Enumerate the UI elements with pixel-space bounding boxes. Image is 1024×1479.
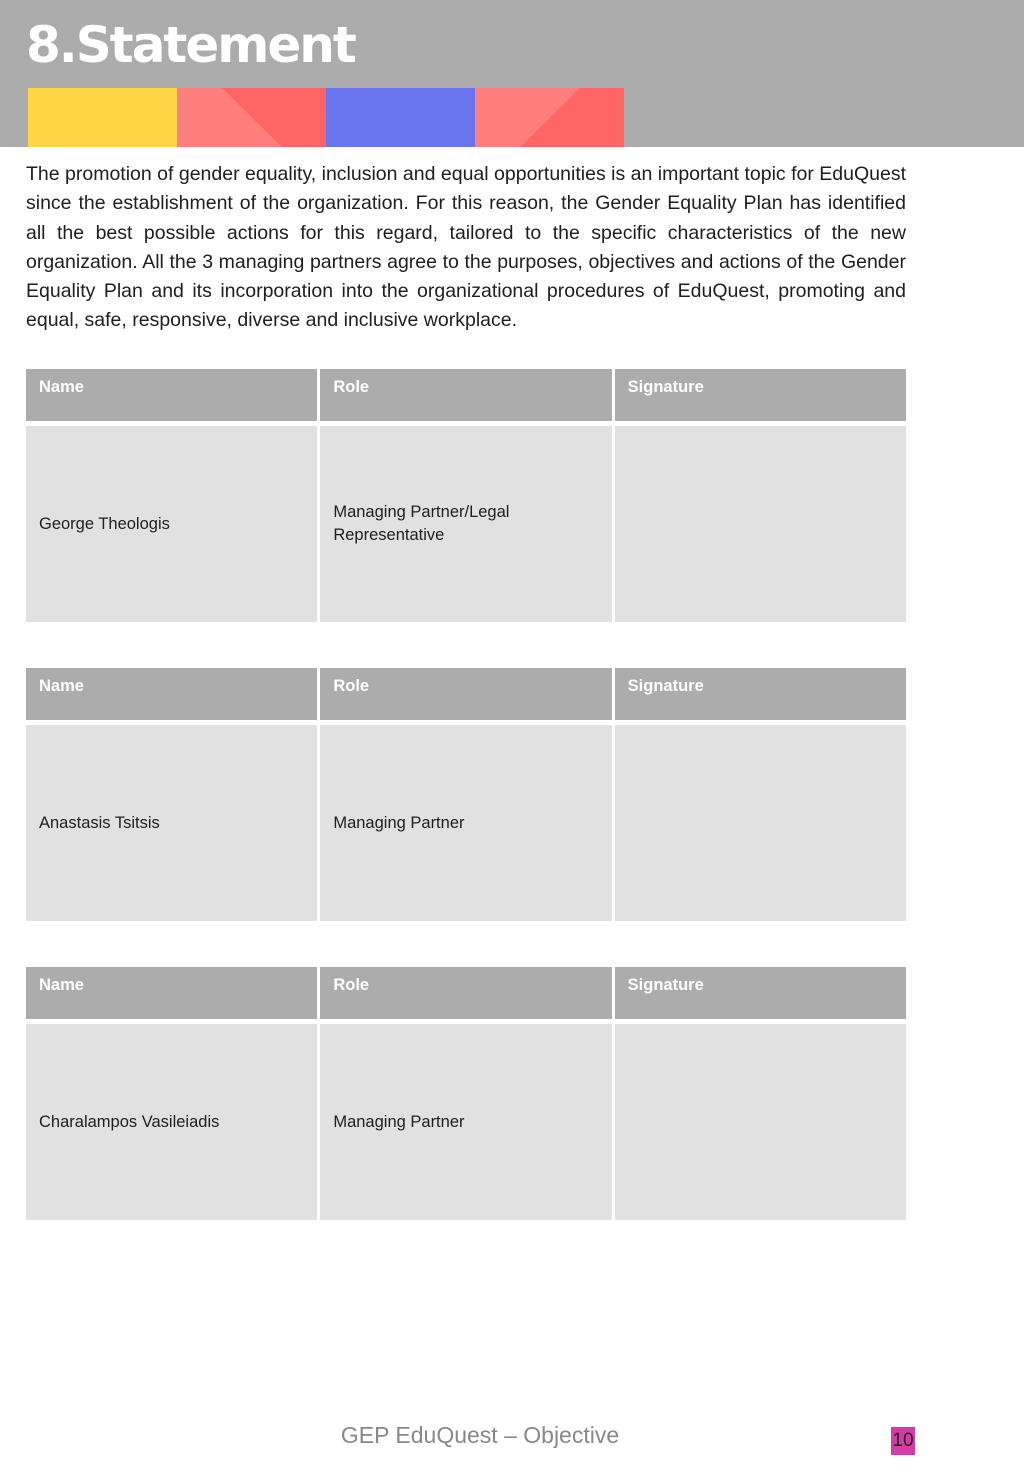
- intro-paragraph: The promotion of gender equality, inclusion and equal opportunities is an important topic for EduQuest since the establishment of the organization. For this reason, the Gender Equality Plan has identified all the best possible actions for this regard, tailored to the specific characteristics of the new organization. All the 3 managing partners agree to the purposes, objectives and actions of the Gender Equality Plan and its incorporation into the organizational procedures of EduQuest, promoting and equal, safe, responsive, diverse and inclusive workplace.: [26, 163, 906, 332]
- signature-table-row: [26, 426, 906, 622]
- partner-role: Managing Partner: [320, 725, 611, 921]
- signature-table: [26, 967, 906, 1220]
- color-block-yellow: [28, 88, 177, 147]
- header-name: Name: [26, 967, 317, 1019]
- signature-field: [615, 1024, 906, 1220]
- color-block-coral-right: [475, 88, 624, 147]
- footer-text: GEP EduQuest – Objective: [340, 1422, 620, 1448]
- signature-table-row: [26, 725, 906, 921]
- partner-name: Anastasis Tsitsis: [26, 725, 317, 921]
- signature-field: [615, 426, 906, 622]
- partner-role: Managing Partner: [320, 1024, 611, 1220]
- signature-table-row: [26, 1024, 906, 1220]
- partner-name: George Theologis: [26, 426, 317, 622]
- signature-table-header: [26, 967, 906, 1019]
- partner-role: Managing Partner/Legal Representative: [320, 426, 611, 622]
- header-signature: Signature: [615, 967, 906, 1019]
- color-block-blue: [326, 88, 475, 147]
- page-number: 10: [891, 1427, 915, 1455]
- signature-table-header: [26, 369, 906, 421]
- signature-table: [26, 668, 906, 921]
- header-name: Name: [26, 369, 317, 421]
- header-signature: Signature: [615, 668, 906, 720]
- signature-table-header: [26, 668, 906, 720]
- header-name: Name: [26, 668, 317, 720]
- color-strip: [28, 88, 624, 147]
- signature-table: [26, 369, 906, 622]
- color-block-coral-left: [177, 88, 326, 147]
- page-title: 8.Statement: [26, 16, 355, 74]
- partner-name: Charalampos Vasileiadis: [26, 1024, 317, 1220]
- header-signature: Signature: [615, 369, 906, 421]
- signature-field: [615, 725, 906, 921]
- header-role: Role: [320, 967, 611, 1019]
- header-band: [0, 0, 1024, 147]
- header-role: Role: [320, 668, 611, 720]
- header-role: Role: [320, 369, 611, 421]
